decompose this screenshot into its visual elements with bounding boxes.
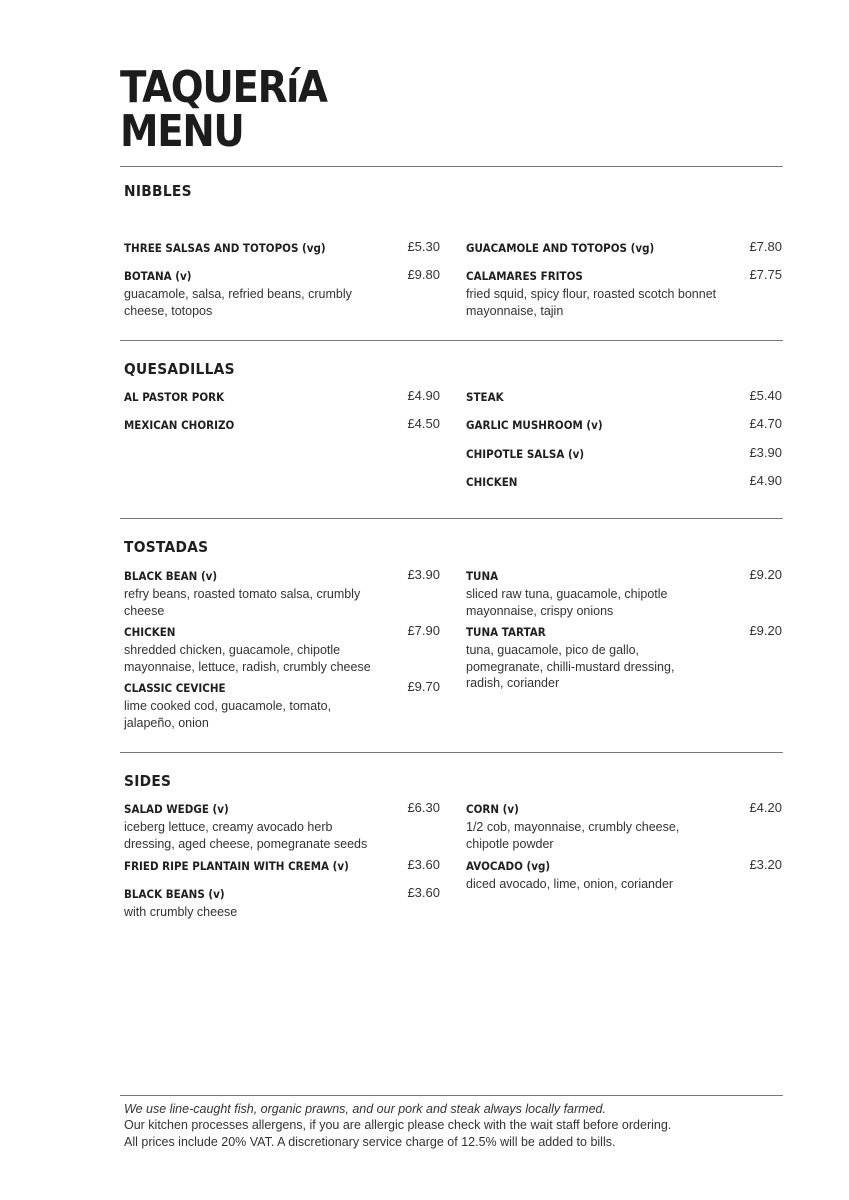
item-name: STEAK [466, 390, 504, 404]
item-price: £7.90 [407, 623, 440, 638]
item-name: THREE SALSAS AND TOTOPOS (vg) [124, 241, 326, 255]
item-price: £3.90 [407, 567, 440, 582]
item-price: £3.20 [749, 857, 782, 872]
section-divider [120, 752, 783, 753]
menu-item-black-bean [124, 567, 440, 619]
item-name: CHIPOTLE SALSA (v) [466, 447, 585, 461]
item-name: CLASSIC CEVICHE [124, 681, 226, 695]
menu-item-three-salsas [124, 239, 440, 257]
item-price: £9.70 [407, 679, 440, 694]
logo-line-2: MENU [120, 106, 244, 157]
item-price: £7.80 [749, 239, 782, 254]
footer-notes [124, 1101, 764, 1150]
allergen-note: Our kitchen processes allergens, if you are allergic please check with the wait staff before ordering. [124, 1118, 672, 1133]
item-price: £3.90 [749, 445, 782, 460]
menu-item-garlic-mushroom [466, 416, 782, 434]
section-title-tostadas: TOSTADAS [124, 538, 209, 556]
item-price: £3.60 [407, 857, 440, 872]
item-name: SALAD WEDGE (v) [124, 802, 229, 816]
item-name: MEXICAN CHORIZO [124, 418, 235, 432]
item-name: GUACAMOLE AND TOTOPOS (vg) [466, 241, 655, 255]
item-price: £4.20 [749, 800, 782, 815]
item-price: £6.30 [407, 800, 440, 815]
item-price: £5.30 [407, 239, 440, 254]
item-price: £4.50 [407, 416, 440, 431]
item-description: lime cooked cod, guacamole, tomato, jalapeño, onion [124, 699, 332, 730]
item-name: FRIED RIPE PLANTAIN WITH CREMA (v) [124, 859, 349, 873]
item-description: refry beans, roasted tomato salsa, crumbly cheese [124, 587, 361, 618]
item-description: tuna, guacamole, pico de gallo, pomegranate, chilli-mustard dressing, radish, coriander [466, 643, 675, 690]
item-name: CORN (v) [466, 802, 519, 816]
menu-item-calamares-fritos [466, 267, 782, 319]
section-divider [120, 340, 783, 341]
section-divider [120, 518, 783, 519]
menu-item-guacamole-totopos [466, 239, 782, 257]
item-name: GARLIC MUSHROOM (v) [466, 418, 603, 432]
item-name: CALAMARES FRITOS [466, 269, 583, 283]
menu-item-chicken-quesadilla [466, 473, 782, 491]
menu-item-classic-ceviche [124, 679, 440, 731]
item-name: BLACK BEANS (v) [124, 887, 225, 901]
section-title-sides: SIDES [124, 772, 172, 790]
logo-line-1: TAQUERíA [120, 62, 327, 113]
menu-item-botana [124, 267, 440, 319]
item-description: diced avocado, lime, onion, coriander [466, 877, 674, 891]
item-name: AVOCADO (vg) [466, 859, 551, 873]
menu-item-steak [466, 388, 782, 406]
item-description: shredded chicken, guacamole, chipotle mayonnaise, lettuce, radish, crumbly cheese [124, 643, 371, 674]
menu-item-fried-ripe-plantain [124, 857, 440, 875]
item-name: CHICKEN [124, 625, 176, 639]
section-title-quesadillas: QUESADILLAS [124, 360, 235, 378]
restaurant-logo [120, 62, 327, 157]
section-divider [120, 166, 783, 167]
menu-item-chicken-tostada [124, 623, 440, 675]
item-description: sliced raw tuna, guacamole, chipotle mayonnaise, crispy onions [466, 587, 668, 618]
item-name: BLACK BEAN (v) [124, 569, 218, 583]
footer-divider [120, 1095, 783, 1096]
menu-item-tuna-tartar [466, 623, 782, 692]
item-price: £5.40 [749, 388, 782, 403]
item-price: £4.90 [749, 473, 782, 488]
sourcing-note: We use line-caught fish, organic prawns, and our pork and steak always locally farmed. [124, 1102, 606, 1116]
menu-item-mexican-chorizo [124, 416, 440, 434]
item-name: CHICKEN [466, 475, 518, 489]
item-description: guacamole, salsa, refried beans, crumbly cheese, totopos [124, 287, 352, 318]
item-price: £9.20 [749, 567, 782, 582]
item-price: £9.20 [749, 623, 782, 638]
item-price: £3.60 [407, 885, 440, 900]
item-description: iceberg lettuce, creamy avocado herb dressing, aged cheese, pomegranate seeds [124, 820, 368, 851]
menu-item-salad-wedge [124, 800, 440, 852]
vat-service-note: All prices include 20% VAT. A discretionary service charge of 12.5% will be added to bills. [124, 1134, 616, 1149]
item-price: £9.80 [407, 267, 440, 282]
item-description: with crumbly cheese [124, 905, 238, 919]
menu-item-tuna [466, 567, 782, 619]
section-title-nibbles: NIBBLES [124, 182, 192, 200]
item-name: TUNA TARTAR [466, 625, 546, 639]
item-name: BOTANA (v) [124, 269, 192, 283]
item-name: AL PASTOR PORK [124, 390, 225, 404]
item-description: 1/2 cob, mayonnaise, crumbly cheese, chipotle powder [466, 820, 680, 851]
menu-item-al-pastor-pork [124, 388, 440, 406]
item-description: fried squid, spicy flour, roasted scotch bonnet mayonnaise, tajin [466, 287, 717, 318]
item-price: £4.70 [749, 416, 782, 431]
menu-item-avocado [466, 857, 782, 893]
menu-item-chipotle-salsa [466, 445, 782, 463]
menu-item-corn [466, 800, 782, 852]
item-name: TUNA [466, 569, 499, 583]
item-price: £4.90 [407, 388, 440, 403]
item-price: £7.75 [749, 267, 782, 282]
menu-item-black-beans [124, 885, 440, 921]
